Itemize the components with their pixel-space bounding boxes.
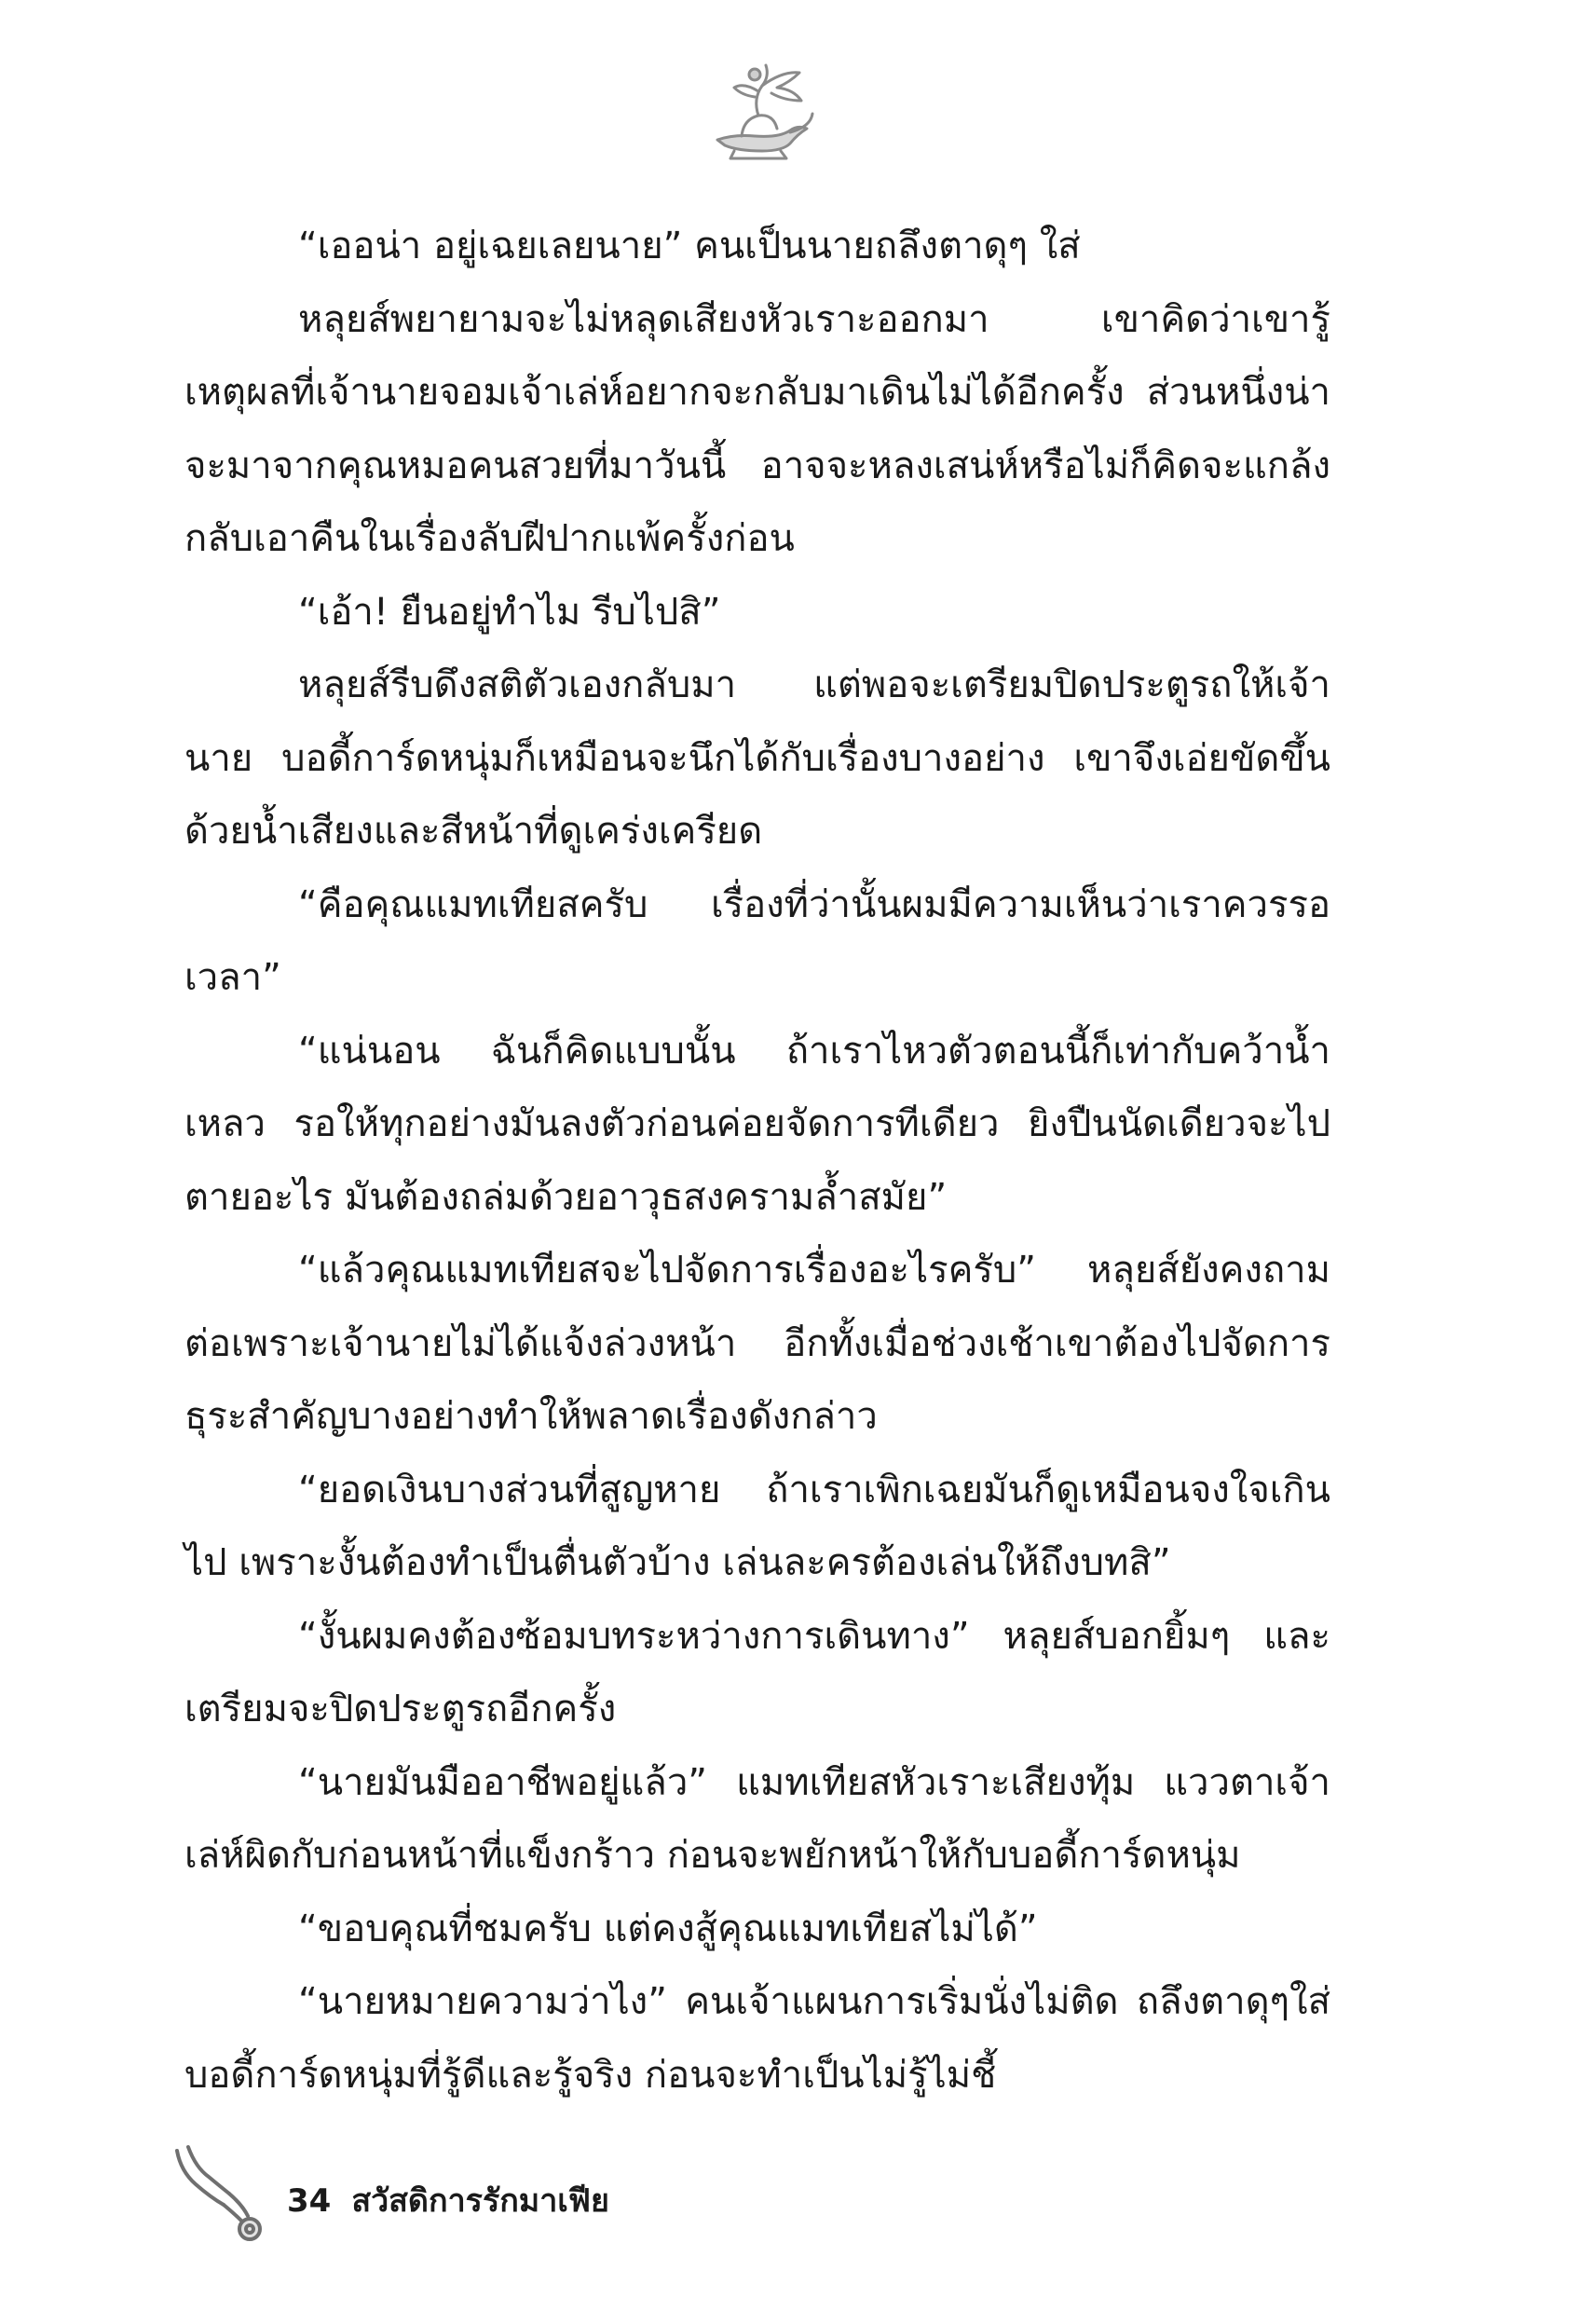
paragraph: “แล้วคุณแมทเทียสจะไปจัดการเรื่องอะไรครับ” หลุยส์ยังคงถามต่อเพราะเจ้านายไม่ได้แจ้งล่วงหน้า อีกทั้งเมื่อช่วงเช้าเขาต้องไปจัดการธุระสำคัญบางอย่างทำให้พลาดเรื่องดังกล่าว — [184, 1249, 1330, 1438]
page-footer — [168, 2143, 820, 2246]
paragraph: “คือคุณแมทเทียสครับ เรื่องที่ว่านั้นผมมีความเห็นว่าเราควรรอเวลา” — [184, 882, 1330, 999]
paragraph: “นายหมายความว่าไง” คนเจ้าแผนการเริ่มนั่งไม่ติด ถลึงตาดุๆใส่บอดี้การ์ดหนุ่มที่รู้ดีและรู้จริง ก่อนจะทำเป็นไม่รู้ไม่ชี้ — [184, 1980, 1330, 2097]
page-footer-text — [287, 2175, 630, 2225]
chapter-body — [184, 210, 1330, 2112]
paragraph: “ยอดเงินบางส่วนที่สูญหาย ถ้าเราเพิกเฉยมันก็ดูเหมือนจงใจเกินไป เพราะงั้นต้องทำเป็นตื่นตัวบ้าง เล่นละครต้องเล่นให้ถึงบทสิ” — [184, 1468, 1330, 1584]
paragraph: “เออน่า อยู่เฉยเลยนาย” คนเป็นนายถลึงตาดุๆ ใส่ — [298, 225, 1081, 267]
paragraph: “แน่นอน ฉันก็คิดแบบนั้น ถ้าเราไหวตัวตอนนี้ก็เท่ากับคว้าน้ำเหลว รอให้ทุกอย่างมันลงตัวก่อนค่อยจัดการทีเดียว ยิงปืนนัดเดียวจะไปตายอะไร มันต้องถล่มด้วยอาวุธสงครามล้ำสมัย” — [184, 1029, 1330, 1219]
paragraph: “นายมันมืออาชีพอยู่แล้ว” แมทเทียสหัวเราะเสียงทุ้ม แววตาเจ้าเล่ห์ผิดกับก่อนหน้าที่แข็งกร้าว ก่อนจะพยักหน้าให้กับบอดี้การ์ดหนุ่ม — [184, 1760, 1330, 1877]
paragraph: “งั้นผมคงต้องซ้อมบทระหว่างการเดินทาง” หลุยส์บอกยิ้มๆ และเตรียมจะปิดประตูรถอีกครั้ง — [184, 1614, 1330, 1730]
book-title: สวัสดิการรักมาเฟีย — [351, 2182, 609, 2220]
stethoscope-icon — [168, 2143, 289, 2246]
page-number: 34 — [287, 2182, 332, 2220]
angel-teapot-icon — [697, 54, 818, 161]
paragraph: “ขอบคุณที่ชมครับ แต่คงสู้คุณแมทเทียสไม่ได้” — [298, 1907, 1038, 1950]
paragraph: “เอ้า! ยืนอยู่ทำไม รีบไปสิ” — [298, 590, 721, 634]
paragraph: หลุยส์รีบดึงสติตัวเองกลับมา แต่พอจะเตรียมปิดประตูรถให้เจ้านาย บอดี้การ์ดหนุ่มก็เหมือนจะนึกได้กับเรื่องบางอย่าง เขาจึงเอ่ยขัดขึ้นด้วยน้ำเสียงและสีหน้าที่ดูเคร่งเครียด — [184, 663, 1330, 853]
paragraph: หลุยส์พยายามจะไม่หลุดเสียงหัวเราะออกมา เขาคิดว่าเขารู้เหตุผลที่เจ้านายจอมเจ้าเล่ห์อยากจะกลับมาเดินไม่ได้อีกครั้ง ส่วนหนึ่งน่าจะมาจากคุณหมอคนสวยที่มาวันนี้ อาจจะหลงเสน่ห์หรือไม่ก็คิดจะแกล้งกลับเอาคืนในเรื่องลับฝีปากแพ้ครั้งก่อน — [184, 297, 1330, 560]
